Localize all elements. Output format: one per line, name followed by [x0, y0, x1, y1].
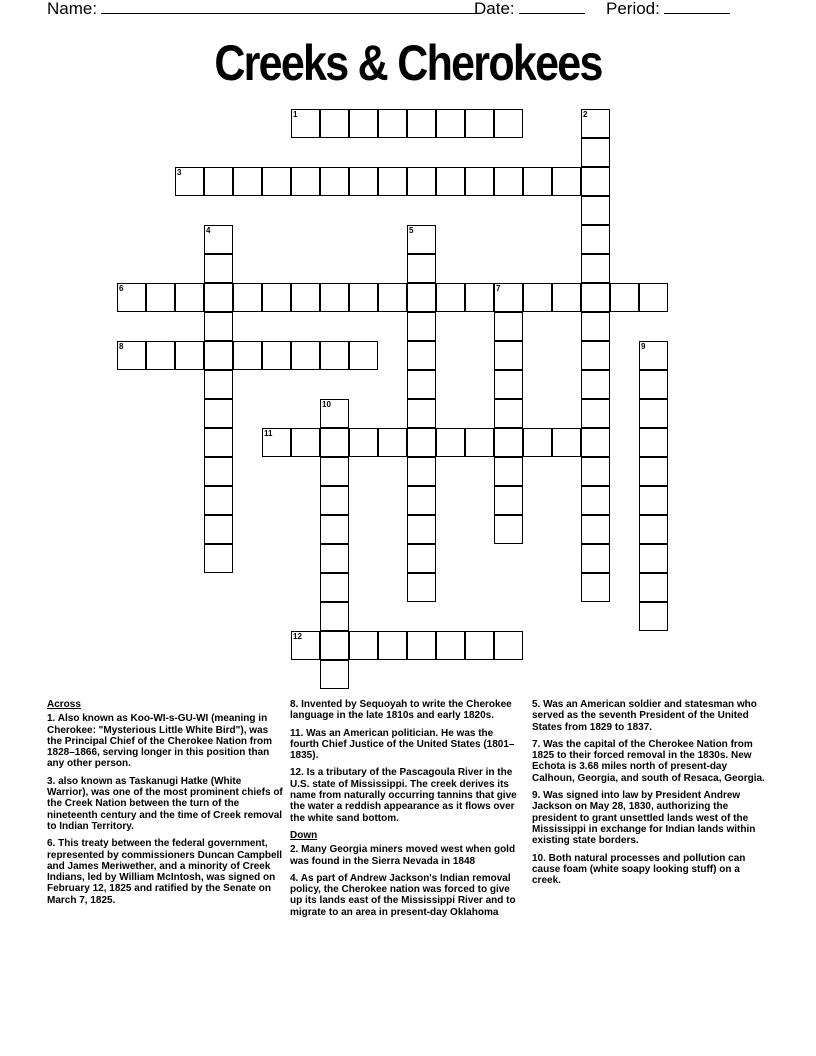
grid-cell[interactable]	[204, 544, 233, 573]
grid-cell[interactable]	[407, 167, 436, 196]
grid-cell[interactable]	[291, 167, 320, 196]
grid-cell[interactable]	[262, 167, 291, 196]
clue-item-number: 8.	[290, 699, 299, 710]
grid-cell[interactable]	[465, 167, 494, 196]
grid-cell[interactable]	[378, 283, 407, 312]
grid-cell[interactable]	[581, 109, 610, 138]
grid-cell[interactable]	[204, 457, 233, 486]
clue-item	[290, 844, 523, 867]
clue-item-number: 7.	[532, 738, 541, 750]
grid-cell[interactable]	[320, 428, 349, 457]
grid-cell[interactable]	[320, 573, 349, 602]
clue-number: 4	[206, 226, 211, 235]
grid-cell[interactable]	[494, 457, 523, 486]
clue-item-text: Was the capital of the Cherokee Nation from 1825 to their forced removal in the 1830s. New Echota is 3.68 miles north of present-day Calhoun, Georgia, and south of Resaca, Georgia.	[532, 738, 765, 784]
grid-cell[interactable]	[320, 283, 349, 312]
clue-number: 5	[409, 226, 414, 235]
grid-cell[interactable]	[204, 486, 233, 515]
grid-cell[interactable]	[204, 428, 233, 457]
clue-number: 12	[293, 632, 302, 641]
clue-item-number: 5.	[532, 699, 541, 710]
grid-cell[interactable]	[581, 138, 610, 167]
grid-cell[interactable]	[320, 544, 349, 573]
grid-cell[interactable]	[494, 370, 523, 399]
grid-cell[interactable]	[407, 341, 436, 370]
grid-cell[interactable]	[581, 196, 610, 225]
clue-item-text: Was an American politician. He was the fourth Chief Justice of the United States (1801–1835).	[290, 727, 515, 762]
grid-cell[interactable]	[407, 283, 436, 312]
grid-cell[interactable]	[581, 428, 610, 457]
page-title: Creeks & Cherokees	[214, 35, 602, 91]
grid-cell[interactable]	[320, 631, 349, 660]
grid-cell[interactable]	[262, 283, 291, 312]
clue-item	[532, 739, 768, 784]
grid-cell[interactable]	[407, 109, 436, 138]
grid-cell[interactable]	[465, 631, 494, 660]
clue-item-number: 9.	[532, 790, 541, 802]
grid-cell[interactable]	[204, 515, 233, 544]
grid-cell[interactable]	[639, 457, 668, 486]
grid-cell[interactable]	[639, 370, 668, 399]
grid-cell[interactable]	[523, 167, 552, 196]
clue-item	[290, 699, 523, 722]
grid-cell[interactable]	[581, 312, 610, 341]
clue-column-1	[47, 699, 285, 912]
grid-cell[interactable]	[639, 515, 668, 544]
clue-column-2	[290, 699, 523, 924]
clue-number: 6	[119, 284, 124, 293]
clue-item-text: As part of Andrew Jackson's Indian removal policy, the Cherokee nation was forced to give up its lands east of the Mississippi River and to migrate to an area in present-day Oklahoma	[290, 872, 516, 918]
grid-cell[interactable]	[581, 457, 610, 486]
grid-cell[interactable]	[204, 341, 233, 370]
grid-cell[interactable]	[639, 341, 668, 370]
clue-item	[290, 728, 523, 762]
grid-cell[interactable]	[523, 283, 552, 312]
clue-item-text: Was an American soldier and statesman who served as the seventh President of the United States from 1829 to 1837.	[532, 699, 757, 733]
down-heading: Down	[290, 829, 318, 841]
period-label: Period:	[606, 0, 660, 18]
grid-cell[interactable]	[639, 283, 668, 312]
grid-cell[interactable]	[407, 573, 436, 602]
grid-cell[interactable]	[494, 486, 523, 515]
grid-cell[interactable]	[552, 428, 581, 457]
grid-cell[interactable]	[291, 631, 320, 660]
clue-item-number: 4.	[290, 872, 299, 884]
grid-cell[interactable]	[320, 660, 349, 689]
grid-cell[interactable]	[494, 341, 523, 370]
grid-cell[interactable]	[639, 486, 668, 515]
grid-cell[interactable]	[349, 167, 378, 196]
name-label: Name:	[47, 0, 98, 18]
clue-item	[47, 776, 285, 832]
grid-cell[interactable]	[552, 283, 581, 312]
grid-cell[interactable]	[175, 341, 204, 370]
clue-item-number: 6.	[47, 838, 56, 850]
across-clue-list-continued	[290, 699, 523, 824]
date-label: Date:	[474, 0, 515, 18]
grid-cell[interactable]	[204, 283, 233, 312]
clue-item-text: Is a tributary of the Pascagoula River in the U.S. state of Mississippi. The creek derives its name from naturally occurring tannins that give the water a reddish appearance as it flows over the white sand bottom.	[290, 767, 517, 824]
grid-cell[interactable]	[204, 254, 233, 283]
grid-cell[interactable]	[465, 283, 494, 312]
grid-cell[interactable]	[233, 167, 262, 196]
clue-item	[290, 873, 523, 918]
clue-item-number: 12.	[290, 767, 304, 779]
grid-cell[interactable]	[581, 341, 610, 370]
grid-cell[interactable]	[407, 399, 436, 428]
grid-cell[interactable]	[494, 515, 523, 544]
grid-cell[interactable]	[494, 399, 523, 428]
grid-cell[interactable]	[581, 399, 610, 428]
grid-cell[interactable]	[320, 515, 349, 544]
grid-cell[interactable]	[465, 109, 494, 138]
grid-cell[interactable]	[581, 254, 610, 283]
clue-item	[47, 713, 285, 769]
grid-cell[interactable]	[407, 428, 436, 457]
grid-cell[interactable]	[494, 631, 523, 660]
grid-cell[interactable]	[581, 370, 610, 399]
grid-cell[interactable]	[349, 428, 378, 457]
clue-item	[532, 699, 768, 733]
grid-cell[interactable]	[378, 631, 407, 660]
across-clue-list	[47, 713, 285, 906]
grid-cell[interactable]	[291, 283, 320, 312]
grid-cell[interactable]	[117, 283, 146, 312]
grid-cell[interactable]	[552, 167, 581, 196]
grid-cell[interactable]	[581, 544, 610, 573]
grid-cell[interactable]	[146, 341, 175, 370]
clue-number: 7	[496, 284, 501, 293]
grid-cell[interactable]	[320, 167, 349, 196]
grid-cell[interactable]	[581, 225, 610, 254]
grid-cell[interactable]	[581, 167, 610, 196]
grid-cell[interactable]	[320, 399, 349, 428]
grid-cell[interactable]	[349, 631, 378, 660]
clue-item-number: 2.	[290, 844, 299, 856]
grid-cell[interactable]	[581, 283, 610, 312]
grid-cell[interactable]	[407, 225, 436, 254]
grid-cell[interactable]	[204, 312, 233, 341]
grid-cell[interactable]	[581, 515, 610, 544]
grid-cell[interactable]	[639, 399, 668, 428]
grid-cell[interactable]	[291, 109, 320, 138]
across-heading: Across	[47, 699, 81, 710]
grid-cell[interactable]	[494, 109, 523, 138]
clue-item	[47, 838, 285, 906]
clue-item-number: 11.	[290, 727, 304, 739]
grid-cell[interactable]	[407, 515, 436, 544]
grid-cell[interactable]	[262, 341, 291, 370]
clue-item	[532, 790, 768, 846]
grid-cell[interactable]	[262, 428, 291, 457]
down-clue-list-continued	[532, 699, 768, 886]
grid-cell[interactable]	[610, 283, 639, 312]
grid-cell[interactable]	[175, 167, 204, 196]
grid-cell[interactable]	[320, 457, 349, 486]
grid-cell[interactable]	[204, 370, 233, 399]
grid-cell[interactable]	[349, 341, 378, 370]
grid-cell[interactable]	[204, 399, 233, 428]
clue-number: 8	[119, 342, 124, 351]
grid-cell[interactable]	[320, 486, 349, 515]
clue-item-number: 1.	[47, 713, 56, 725]
grid-cell[interactable]	[117, 341, 146, 370]
grid-cell[interactable]	[494, 428, 523, 457]
grid-cell[interactable]	[436, 283, 465, 312]
grid-cell[interactable]	[407, 254, 436, 283]
grid-cell[interactable]	[436, 428, 465, 457]
grid-cell[interactable]	[407, 486, 436, 515]
clue-number: 2	[583, 110, 588, 119]
grid-cell[interactable]	[494, 167, 523, 196]
grid-cell[interactable]	[349, 109, 378, 138]
clue-number: 10	[322, 400, 331, 409]
clue-item-text: Both natural processes and pollution can cause foam (white soapy looking stuff) on a creek.	[532, 852, 746, 887]
grid-cell[interactable]	[494, 312, 523, 341]
grid-cell[interactable]	[291, 428, 320, 457]
clue-item-number: 10.	[532, 852, 546, 864]
grid-cell[interactable]	[581, 573, 610, 602]
grid-cell[interactable]	[407, 544, 436, 573]
grid-cell[interactable]	[639, 428, 668, 457]
grid-cell[interactable]	[204, 225, 233, 254]
grid-cell[interactable]	[581, 486, 610, 515]
grid-cell[interactable]	[204, 167, 233, 196]
grid-cell[interactable]	[639, 544, 668, 573]
grid-cell[interactable]	[436, 167, 465, 196]
grid-cell[interactable]	[320, 602, 349, 631]
clue-number: 9	[641, 342, 646, 351]
grid-cell[interactable]	[320, 109, 349, 138]
grid-cell[interactable]	[494, 283, 523, 312]
grid-cell[interactable]	[639, 602, 668, 631]
clue-item-text: Was signed into law by President Andrew Jackson on May 28, 1830, authorizing the president to grant unsettled lands west of the Mississippi in exchange for Indian lands within existing state borders.	[532, 790, 756, 847]
grid-cell[interactable]	[436, 631, 465, 660]
grid-cell[interactable]	[407, 631, 436, 660]
down-clue-list	[290, 844, 523, 918]
clue-item-text: Also known as Koo-WI-s-GU-WI (meaning in Cherokee: "Mysterious Little White Bird"), was the Principal Chief of the Cherokee Nation from 1828–1866, serving longer in this position than any other person.	[47, 713, 273, 770]
grid-cell[interactable]	[378, 167, 407, 196]
clue-number: 3	[177, 168, 182, 177]
grid-cell[interactable]	[407, 370, 436, 399]
clue-item	[290, 767, 523, 823]
clue-item	[532, 853, 768, 887]
grid-cell[interactable]	[378, 109, 407, 138]
grid-cell[interactable]	[320, 341, 349, 370]
grid-cell[interactable]	[378, 428, 407, 457]
grid-cell[interactable]	[146, 283, 175, 312]
grid-cell[interactable]	[291, 341, 320, 370]
grid-cell[interactable]	[436, 109, 465, 138]
clue-number: 1	[293, 110, 298, 119]
grid-cell[interactable]	[407, 312, 436, 341]
grid-cell[interactable]	[175, 283, 204, 312]
clue-item-text: also known as Taskanugi Hatke (White Warrior), was one of the most prominent chiefs of the Creek Nation between the turn of the nineteenth century and the time of Creek removal to Indian Territory.	[47, 775, 283, 832]
clue-item-text: Many Georgia miners moved west when gold was found in the Sierra Nevada in 1848	[290, 844, 516, 867]
grid-cell[interactable]	[407, 457, 436, 486]
grid-cell[interactable]	[523, 428, 552, 457]
grid-cell[interactable]	[349, 283, 378, 312]
grid-cell[interactable]	[233, 283, 262, 312]
clue-item-text: Invented by Sequoyah to write the Cherokee language in the late 1810s and early 1820s.	[290, 699, 512, 722]
grid-cell[interactable]	[233, 341, 262, 370]
clue-item-text: This treaty between the federal government, represented by commissioners Duncan Campbell and James Meriwether, and a minority of Creek Indians, led by William McIntosh, was signed on February 12, 1825 and ratified by the Senate on March 7, 1825.	[47, 838, 283, 906]
grid-cell[interactable]	[639, 573, 668, 602]
clue-item-number: 3.	[47, 775, 56, 787]
grid-cell[interactable]	[465, 428, 494, 457]
clue-column-3	[532, 699, 768, 892]
clue-number: 11	[264, 429, 273, 438]
